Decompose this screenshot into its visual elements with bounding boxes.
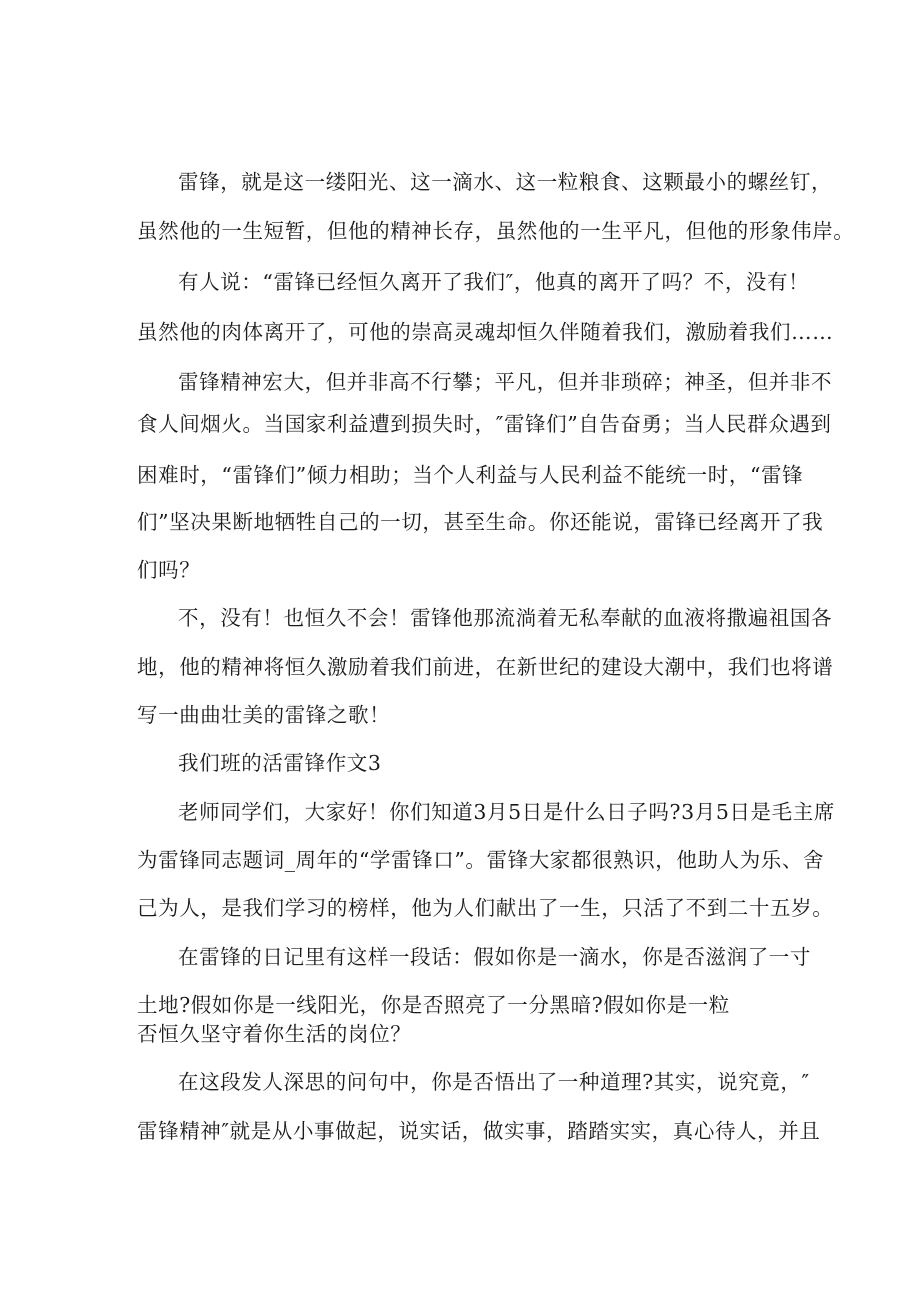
paragraph-line: 食人间烟火。当国家利益遭到损失时，″雷锋们”自告奋勇；当人民群众遇到 [137, 412, 832, 436]
paragraph-line: 虽然他的肉体离开了，可他的崇高灵魂却恒久伴随着我们，激励着我们…… [137, 320, 834, 344]
paragraph-line: 雷锋，就是这一缕阳光、这一滴水、这一粒粮食、这颗最小的螺丝钉， [178, 170, 833, 194]
paragraph-line: 有人说：“雷锋已经恒久离开了我们″，他真的离开了吗？不，没有！ [178, 270, 810, 294]
paragraph-line: 在雷锋的日记里有这样一段话：假如你是一滴水，你是否滋润了一寸 [178, 945, 811, 969]
paragraph-line: 雷锋精神宏大，但并非高不行攀；平凡，但并非琐碎；神圣，但并非不 [178, 370, 833, 394]
paragraph-line: 为雷锋同志题词_周年的“学雷锋口”。雷锋大家都很熟识，他助人为乐、舍 [137, 848, 825, 872]
paragraph-line: 地，他的精神将恒久激励着我们前进，在新世纪的建设大潮中，我们也将谱 [137, 655, 834, 679]
paragraph-line: 虽然他的一生短暂，但他的精神长存，虽然他的一生平凡，但他的形象伟岸。 [137, 219, 855, 243]
section-heading: 我们班的活雷锋作文3 [178, 751, 382, 775]
paragraph-line: 土地?假如你是一线阳光，你是否照亮了一分黑暗?假如你是一粒 [137, 993, 730, 1017]
paragraph-line: 在这段发人深思的问句中，你是否悟出了一种道理?其实，说究竟，″ [178, 1070, 810, 1094]
paragraph-line: 不，没有！也恒久不会！雷锋他那流淌着无私奉献的血液将撒遍祖国各 [178, 606, 833, 630]
paragraph-line: 们吗？ [137, 558, 201, 582]
paragraph-line: 否恒久坚守着你生活的岗位？ [137, 1022, 412, 1046]
paragraph-line: 们”坚决果断地牺牲自己的一切，甚至生命。你还能说，雷锋已经离开了我 [137, 510, 824, 534]
paragraph-line: 写一曲曲壮美的雷锋之歌！ [137, 703, 391, 727]
paragraph-line: 老师同学们，大家好！你们知道3月5日是什么日子吗?3月5日是毛主席 [178, 800, 835, 824]
paragraph-line: 己为人，是我们学习的榜样，他为人们献出了一生，只活了不到二十五岁。 [137, 896, 834, 920]
paragraph-line: 雷锋精神″就是从小事做起，说实话，做实事，踏踏实实，真心待人，并且 [137, 1119, 821, 1143]
paragraph-line: 困难时，“雷锋们”倾力相助；当个人利益与人民利益不能统一时，“雷锋 [137, 463, 804, 487]
